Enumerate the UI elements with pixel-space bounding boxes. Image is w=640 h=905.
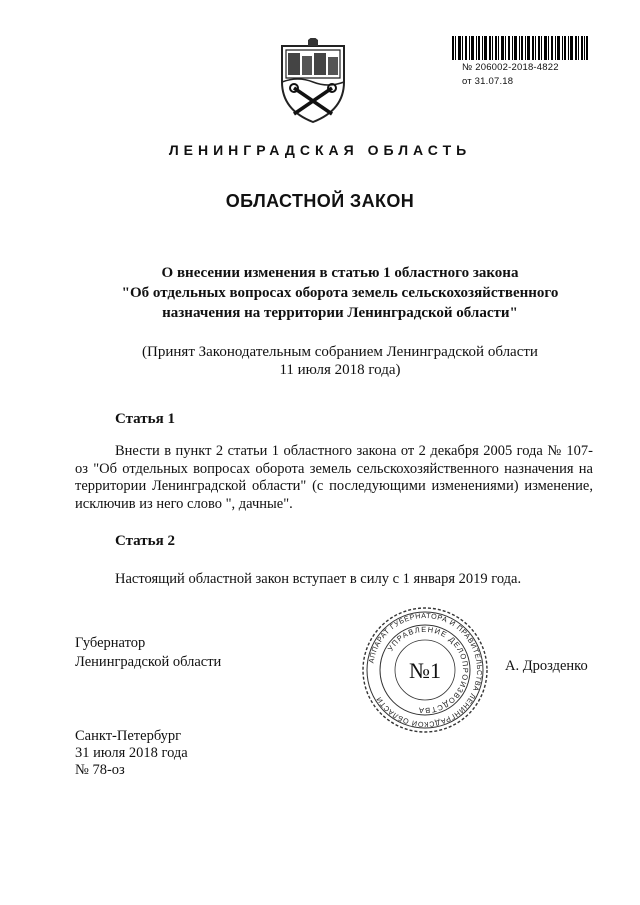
article-2-text: Настоящий областной закон вступает в силу с 1 января 2019 года. [115, 571, 522, 587]
signatory-name: А. Дрозденко [505, 658, 588, 674]
law-title-line: назначения на территории Ленинградской области" [162, 305, 518, 321]
law-type-heading: ОБЛАСТНОЙ ЗАКОН [225, 191, 415, 211]
adoption-note-line: (Принят Законодательным собранием Ленинградской области [142, 344, 538, 360]
adoption-note [40, 343, 640, 379]
adoption-note-line: 11 июля 2018 года) [279, 362, 401, 378]
article-2-heading: Статья 2 [115, 533, 175, 549]
signing-date: 31 июля 2018 года [75, 745, 188, 761]
signatory-region: Ленинградской области [75, 654, 222, 670]
stamp-inner-text: УПРАВЛЕНИЕ ДЕЛОПРОИЗВОДСТВА [385, 624, 471, 716]
barcode-icon [452, 36, 588, 60]
registration-number: № 206002-2018-4822 [462, 62, 559, 73]
registration-date: от 31.07.18 [462, 76, 514, 87]
law-number: № 78-оз [75, 762, 125, 778]
law-title [40, 263, 640, 323]
signatory-position: Губернатор [75, 635, 146, 651]
article-1-text: Внести в пункт 2 статьи 1 областного закона от 2 декабря 2005 года № 107-оз "Об отдельных вопросах оборота земель сельскохозяйственного назначения на территории Ленинградской области" (с последующими изменениями) изменение, исключив из него слово ", дачные". [75, 443, 593, 512]
article-1-heading: Статья 1 [115, 411, 175, 427]
law-title-line: О внесении изменения в статью 1 областного закона [161, 265, 519, 281]
law-title-line: "Об отдельных вопросах оборота земель сельскохозяйственного [121, 285, 559, 301]
region-heading: ЛЕНИНГРАДСКАЯ ОБЛАСТЬ [168, 142, 472, 158]
stamp-ring-text: АППАРАТ ГУБЕРНАТОРА И ПРАВИТЕЛЬСТВА ЛЕНИНГРАДСКОЙ ОБЛАСТИ [366, 610, 485, 730]
stamp-number: №1 [409, 658, 441, 683]
signing-place: Санкт-Петербург [75, 728, 182, 744]
coat-of-arms-icon [278, 38, 348, 124]
official-stamp [354, 606, 496, 734]
